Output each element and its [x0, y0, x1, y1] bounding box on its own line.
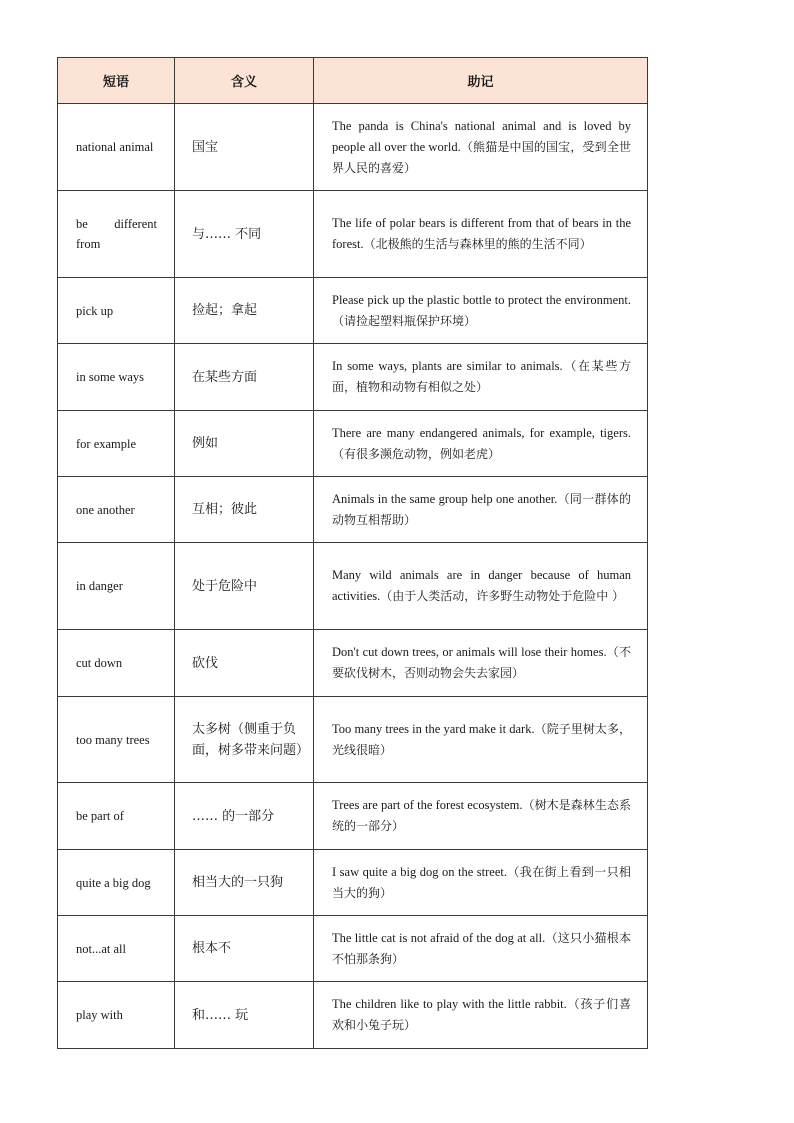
table-row: [58, 850, 648, 916]
mnemonic-english: Many wild animals are in danger because of human activities.: [332, 568, 631, 603]
meaning-cell: 和…… 玩: [175, 982, 314, 1049]
table-row: [58, 697, 648, 783]
phrase-cell: in danger: [58, 543, 175, 630]
mnemonic-cell: [314, 104, 648, 191]
phrase-cell: cut down: [58, 630, 175, 697]
phrase-cell: in some ways: [58, 344, 175, 411]
mnemonic-chinese: （孩子们喜欢和小兔子玩）: [332, 997, 631, 1032]
phrase-cell: not...at all: [58, 916, 175, 982]
mnemonic-english: Please pick up the plastic bottle to protect the environment.: [332, 292, 631, 307]
mnemonic-english: Animals in the same group help one another.: [332, 491, 558, 506]
mnemonic-chinese: （在某些方面，植物和动物有相似之处）: [332, 359, 631, 394]
mnemonic-chinese: （同一群体的动物互相帮助）: [332, 491, 631, 527]
mnemonic-chinese: （北极熊的生活与森林里的熊的生活不同）: [363, 237, 592, 251]
table-row: [58, 630, 648, 697]
mnemonic-chinese: （院子里树太多，光线很暗）: [332, 721, 631, 757]
mnemonic-cell: [314, 783, 648, 850]
meaning-cell: 相当大的一只狗: [175, 850, 314, 916]
phrase-cell: be part of: [58, 783, 175, 850]
table-row: [58, 477, 648, 543]
mnemonic-chinese: （请捡起塑料瓶保护环境）: [332, 313, 477, 328]
mnemonic-chinese: （有很多濒危动物，例如老虎）: [332, 446, 501, 461]
meaning-cell: 处于危险中: [175, 543, 314, 630]
mnemonic-chinese: （熊猫是中国的国宝，受到全世界人民的喜爱）: [332, 139, 631, 175]
table-row: [58, 543, 648, 630]
mnemonic-english: The panda is China's national animal and is loved by people all over the world.: [332, 118, 631, 154]
mnemonic-chinese: （不要砍伐树木，否则动物会失去家园）: [332, 645, 631, 680]
phrase-cell: pick up: [58, 278, 175, 344]
meaning-cell: 捡起；拿起: [175, 278, 314, 344]
mnemonic-english: There are many endangered animals, for example, tigers.: [332, 425, 631, 440]
mnemonic-english: Don't cut down trees, or animals will lose their homes.: [332, 645, 607, 659]
mnemonic-cell: [314, 982, 648, 1049]
mnemonic-cell: [314, 344, 648, 411]
meaning-cell: 国宝: [175, 104, 314, 191]
table-row: [58, 191, 648, 278]
mnemonic-cell: [314, 191, 648, 278]
phrase-cell: for example: [58, 411, 175, 477]
mnemonic-english: Too many trees in the yard make it dark.: [332, 721, 535, 736]
table-body: [58, 104, 648, 1049]
mnemonic-cell: [314, 916, 648, 982]
mnemonic-chinese: （由于人类活动，许多野生动物处于危险中 ）: [380, 589, 625, 603]
table-row: [58, 916, 648, 982]
meaning-cell: 与…… 不同: [175, 191, 314, 278]
table-row: [58, 344, 648, 411]
header-meaning: 含义: [175, 58, 314, 104]
meaning-cell: 互相；彼此: [175, 477, 314, 543]
phrase-cell: national animal: [58, 104, 175, 191]
mnemonic-english: The life of polar bears is different from that of bears in the forest.: [332, 216, 631, 251]
meaning-cell: 例如: [175, 411, 314, 477]
mnemonic-chinese: （我在街上看到一只相当大的狗）: [332, 864, 631, 900]
mnemonic-cell: [314, 543, 648, 630]
mnemonic-cell: [314, 850, 648, 916]
phrase-cell: be different from: [58, 191, 175, 278]
mnemonic-cell: [314, 278, 648, 344]
mnemonic-english: The little cat is not afraid of the dog at all.: [332, 930, 546, 945]
mnemonic-cell: [314, 477, 648, 543]
table-row: [58, 278, 648, 344]
phrase-cell: one another: [58, 477, 175, 543]
vocabulary-table: [57, 57, 648, 1049]
table-row: [58, 982, 648, 1049]
mnemonic-chinese: （树木是森林生态系统的一部分）: [332, 798, 631, 833]
table-row: [58, 411, 648, 477]
meaning-cell: 太多树（侧重于负面，树多带来问题）: [175, 697, 314, 783]
mnemonic-cell: [314, 697, 648, 783]
header-mnemonic: 助记: [314, 58, 648, 104]
meaning-cell: 砍伐: [175, 630, 314, 697]
mnemonic-english: I saw quite a big dog on the street.: [332, 864, 508, 879]
meaning-cell: …… 的一部分: [175, 783, 314, 850]
mnemonic-chinese: （这只小猫根本不怕那条狗）: [332, 930, 631, 966]
phrase-cell: quite a big dog: [58, 850, 175, 916]
table-row: [58, 783, 648, 850]
table-row: [58, 104, 648, 191]
meaning-cell: 根本不: [175, 916, 314, 982]
header-phrase: 短语: [58, 58, 175, 104]
meaning-cell: 在某些方面: [175, 344, 314, 411]
header-row: [58, 58, 648, 104]
phrase-cell: too many trees: [58, 697, 175, 783]
mnemonic-english: The children like to play with the little rabbit.: [332, 997, 567, 1011]
mnemonic-cell: [314, 411, 648, 477]
mnemonic-english: In some ways, plants are similar to animals.: [332, 359, 563, 373]
table-header: [58, 58, 648, 104]
mnemonic-cell: [314, 630, 648, 697]
mnemonic-english: Trees are part of the forest ecosystem.: [332, 798, 523, 812]
phrase-cell: play with: [58, 982, 175, 1049]
